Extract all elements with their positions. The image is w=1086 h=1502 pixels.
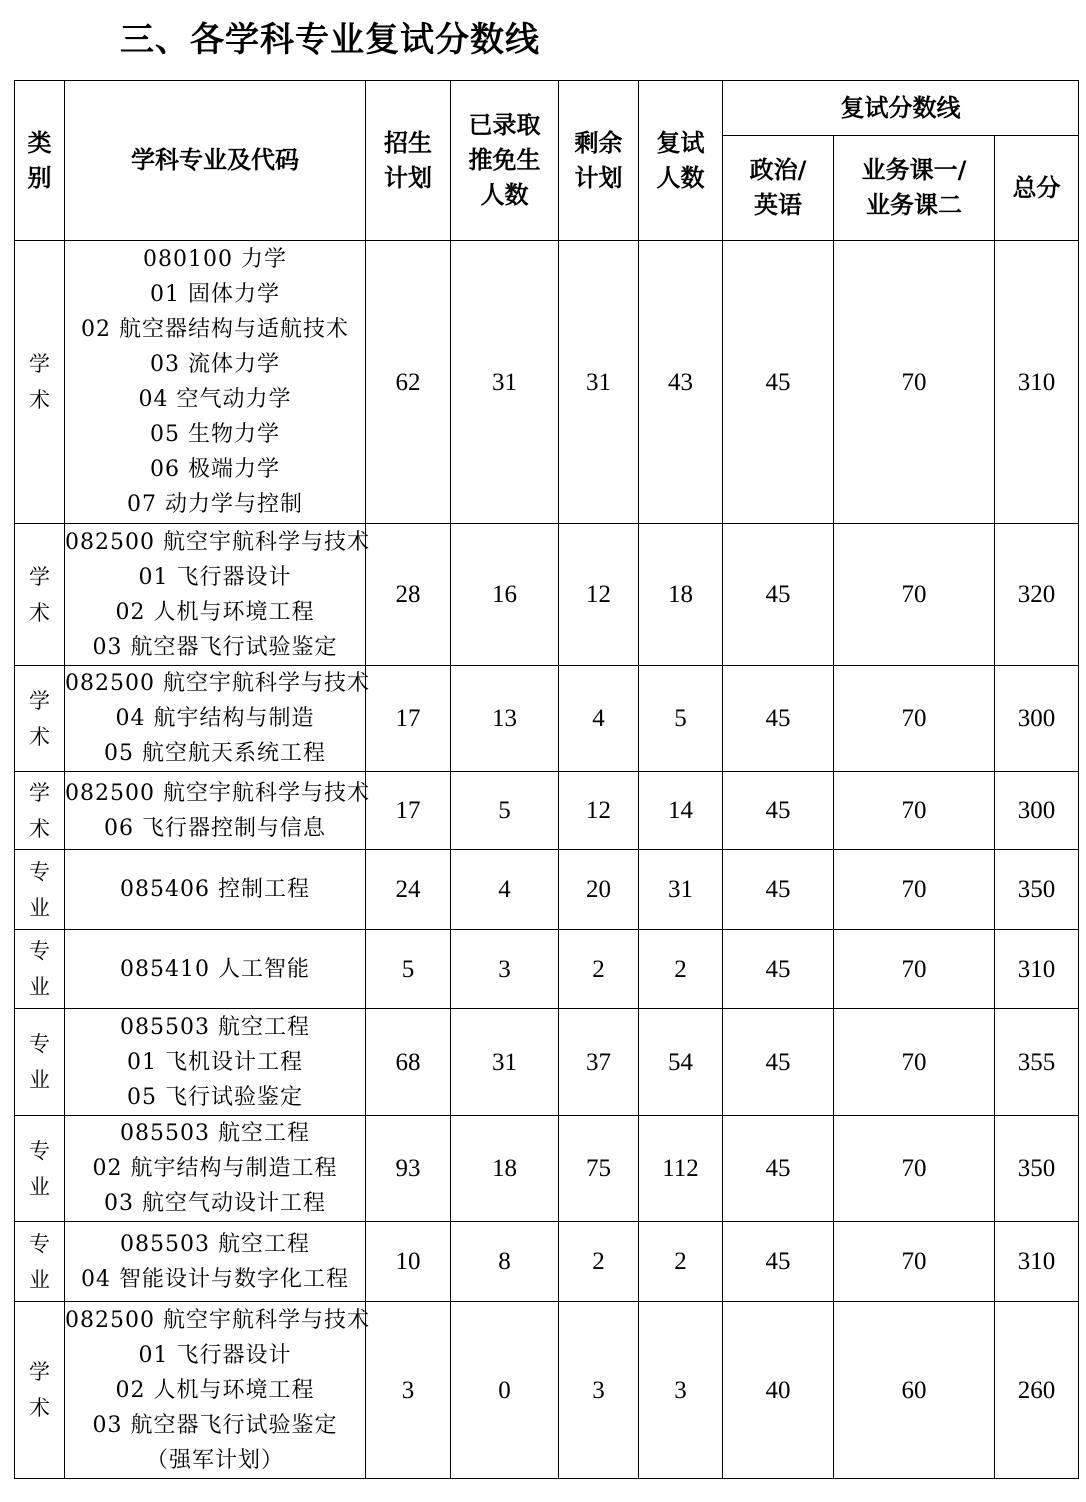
subject-line: 02 航空器结构与适航技术 [81, 317, 349, 342]
cell-total: 355 [995, 1009, 1079, 1116]
cell-admitted: 8 [451, 1222, 559, 1302]
subject-line: 04 航宇结构与制造 [115, 706, 315, 731]
cell-total: 310 [995, 241, 1079, 524]
cell-category: 专 业 [15, 1116, 65, 1222]
cell-plan: 10 [366, 1222, 451, 1302]
subject-line: 085406 控制工程 [120, 877, 310, 902]
cell-course: 70 [834, 930, 995, 1009]
cell-subject [65, 930, 366, 1009]
subject-line: 05 航空航天系统工程 [104, 741, 326, 766]
table-row [15, 1116, 1079, 1222]
table-row [15, 1009, 1079, 1116]
cell-interview: 2 [639, 1222, 723, 1302]
cell-course: 70 [834, 1116, 995, 1222]
cell-politics-english: 45 [723, 1009, 834, 1116]
cell-remaining: 12 [559, 524, 639, 666]
cell-total: 300 [995, 772, 1079, 850]
cell-course: 70 [834, 666, 995, 772]
cell-course: 70 [834, 524, 995, 666]
subject-line: 03 航空气动设计工程 [104, 1191, 326, 1216]
table-row [15, 1302, 1079, 1479]
cell-subject [65, 1009, 366, 1116]
table-row [15, 524, 1079, 666]
cell-total: 350 [995, 850, 1079, 930]
cell-category: 专 业 [15, 850, 65, 930]
cell-subject [65, 1302, 370, 1479]
cell-plan: 5 [366, 930, 451, 1009]
cell-politics-english: 45 [723, 850, 834, 930]
cell-remaining: 31 [559, 241, 639, 524]
table-row [15, 850, 1079, 930]
subject-line: 082500 航空宇航科学与技术 [65, 1307, 370, 1333]
subject-line: 05 生物力学 [150, 422, 280, 447]
cell-category: 学 术 [15, 524, 65, 666]
cell-category: 专 业 [15, 930, 65, 1009]
cell-politics-english: 45 [723, 666, 834, 772]
cell-interview: 18 [639, 524, 723, 666]
cell-plan: 24 [366, 850, 451, 930]
score-table [14, 80, 1079, 1479]
cell-subject [65, 1116, 366, 1222]
cell-politics-english: 45 [723, 524, 834, 666]
header-total: 总分 [995, 136, 1079, 241]
cell-interview: 31 [639, 850, 723, 930]
cell-course: 70 [834, 1009, 995, 1116]
cell-interview: 54 [639, 1009, 723, 1116]
cell-interview: 2 [639, 930, 723, 1009]
table-row [15, 666, 1079, 772]
table-row [15, 930, 1079, 1009]
cell-interview: 43 [639, 241, 723, 524]
subject-line: 04 空气动力学 [138, 387, 292, 412]
header-subject: 学科专业及代码 [65, 81, 366, 241]
subject-line: 082500 航空宇航科学与技术 [65, 671, 370, 696]
cell-total: 320 [995, 524, 1079, 666]
cell-remaining: 3 [559, 1302, 639, 1479]
cell-plan: 62 [366, 241, 451, 524]
cell-plan: 28 [366, 524, 451, 666]
cell-remaining: 12 [559, 772, 639, 850]
subject-line: 01 固体力学 [150, 282, 280, 307]
cell-admitted: 5 [451, 772, 559, 850]
header-course: 业务课一/ 业务课二 [834, 136, 995, 241]
cell-remaining: 20 [559, 850, 639, 930]
table-row [15, 241, 1079, 524]
cell-total: 310 [995, 1222, 1079, 1302]
subject-line: 085503 航空工程 [120, 1121, 310, 1146]
cell-course: 70 [834, 241, 995, 524]
header-plan: 招生 计划 [366, 81, 451, 241]
subject-line: 03 流体力学 [150, 352, 280, 377]
cell-remaining: 75 [559, 1116, 639, 1222]
cell-politics-english: 45 [723, 1116, 834, 1222]
cell-subject [65, 772, 370, 850]
subject-line: 02 人机与环境工程 [115, 599, 315, 625]
cell-admitted: 4 [451, 850, 559, 930]
header-category: 类 别 [15, 81, 65, 241]
header-politics-english: 政治/ 英语 [723, 136, 834, 241]
cell-plan: 17 [366, 666, 451, 772]
cell-remaining: 2 [559, 1222, 639, 1302]
cell-category: 学 术 [15, 666, 65, 772]
cell-total: 300 [995, 666, 1079, 772]
table-row [15, 1222, 1079, 1302]
subject-line: 03 航空器飞行试验鉴定 [92, 634, 338, 660]
subject-line: 085503 航空工程 [120, 1231, 310, 1257]
cell-subject [65, 1222, 366, 1302]
header-score-group: 复试分数线 [723, 81, 1079, 136]
cell-total: 310 [995, 930, 1079, 1009]
cell-admitted: 18 [451, 1116, 559, 1222]
subject-line: 082500 航空宇航科学与技术 [65, 529, 370, 555]
cell-subject [65, 241, 366, 524]
page-title: 三、各学科专业复试分数线 [120, 20, 540, 60]
cell-politics-english: 40 [723, 1302, 834, 1479]
cell-remaining: 2 [559, 930, 639, 1009]
cell-remaining: 37 [559, 1009, 639, 1116]
cell-category: 专 业 [15, 1222, 65, 1302]
cell-interview: 3 [639, 1302, 723, 1479]
cell-course: 70 [834, 850, 995, 930]
subject-line: 02 人机与环境工程 [115, 1377, 315, 1403]
cell-category: 学 术 [15, 772, 65, 850]
subject-line: 01 飞行器设计 [138, 1342, 292, 1368]
cell-interview: 14 [639, 772, 723, 850]
cell-politics-english: 45 [723, 930, 834, 1009]
cell-admitted: 16 [451, 524, 559, 666]
subject-line: （强军计划） [145, 1447, 284, 1473]
cell-admitted: 13 [451, 666, 559, 772]
subject-line: 01 飞机设计工程 [127, 1049, 303, 1075]
cell-course: 70 [834, 1222, 995, 1302]
header-remaining: 剩余 计划 [559, 81, 639, 241]
cell-category: 学 术 [15, 1302, 65, 1479]
subject-line: 02 航宇结构与制造工程 [92, 1156, 338, 1181]
cell-subject [65, 666, 370, 772]
cell-total: 350 [995, 1116, 1079, 1222]
subject-line: 05 飞行试验鉴定 [127, 1084, 303, 1110]
subject-line: 085503 航空工程 [120, 1014, 310, 1040]
cell-admitted: 31 [451, 1009, 559, 1116]
cell-category: 学 术 [15, 241, 65, 524]
cell-plan: 3 [366, 1302, 451, 1479]
header-admitted: 已录取 推免生 人数 [451, 81, 559, 241]
cell-subject [65, 850, 366, 930]
subject-line: 06 飞行器控制与信息 [104, 815, 326, 841]
subject-line: 04 智能设计与数字化工程 [81, 1266, 349, 1292]
cell-remaining: 4 [559, 666, 639, 772]
subject-line: 07 动力学与控制 [127, 492, 303, 517]
cell-admitted: 0 [451, 1302, 559, 1479]
subject-line: 082500 航空宇航科学与技术 [65, 780, 370, 806]
cell-total: 260 [995, 1302, 1079, 1479]
subject-line: 080100 力学 [143, 247, 287, 272]
cell-plan: 68 [366, 1009, 451, 1116]
cell-admitted: 31 [451, 241, 559, 524]
cell-subject [65, 524, 370, 666]
cell-plan: 93 [366, 1116, 451, 1222]
cell-course: 60 [834, 1302, 995, 1479]
subject-line: 06 极端力学 [150, 457, 280, 482]
cell-course: 70 [834, 772, 995, 850]
cell-politics-english: 45 [723, 1222, 834, 1302]
subject-line: 01 飞行器设计 [138, 564, 292, 590]
cell-politics-english: 45 [723, 772, 834, 850]
table-row [15, 772, 1079, 850]
cell-interview: 5 [639, 666, 723, 772]
cell-interview: 112 [639, 1116, 723, 1222]
header-interview: 复试 人数 [639, 81, 723, 241]
cell-category: 专 业 [15, 1009, 65, 1116]
cell-plan: 17 [366, 772, 451, 850]
subject-line: 03 航空器飞行试验鉴定 [92, 1412, 338, 1438]
cell-admitted: 3 [451, 930, 559, 1009]
subject-line: 085410 人工智能 [120, 956, 310, 982]
cell-politics-english: 45 [723, 241, 834, 524]
